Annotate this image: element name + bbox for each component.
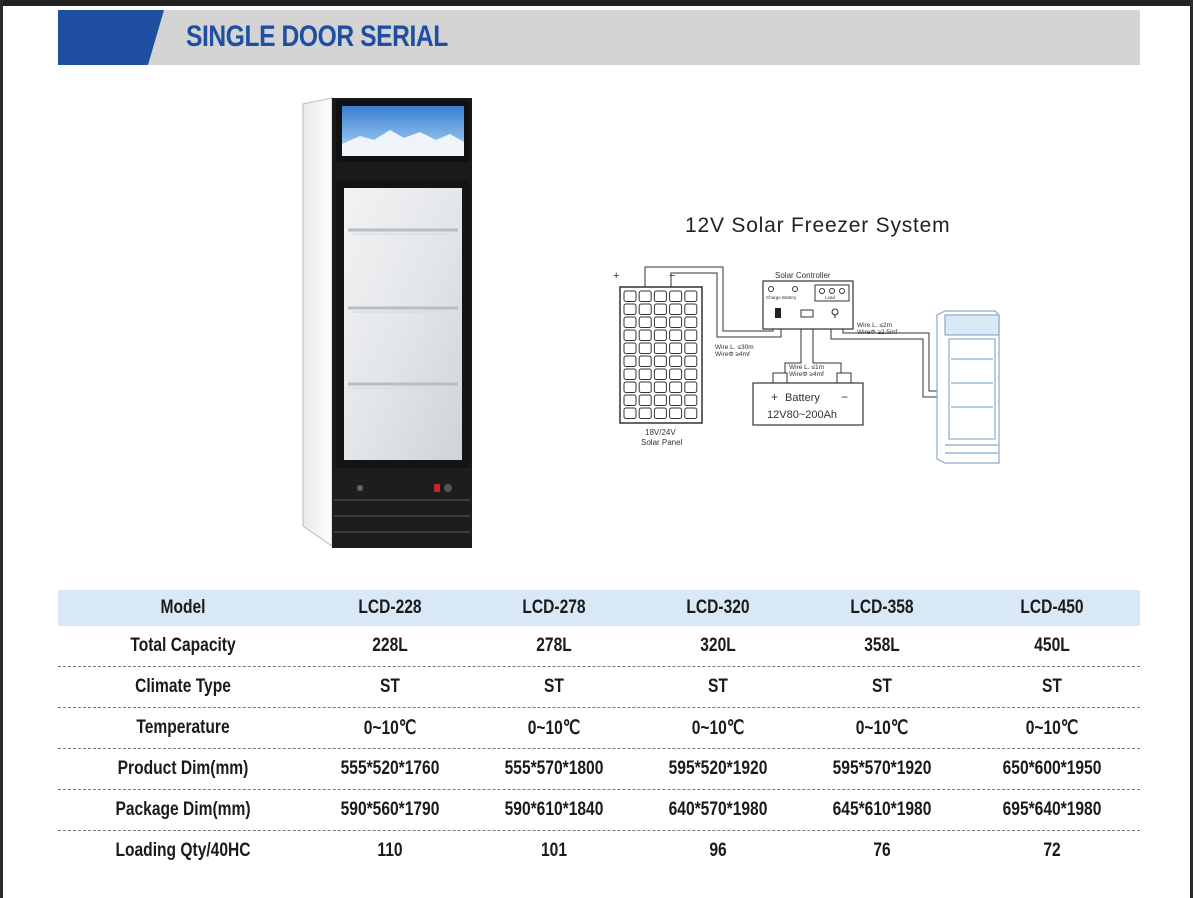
table-row — [58, 830, 1140, 871]
solar-system-diagram — [605, 255, 1015, 475]
table-cell: 228L — [372, 635, 408, 656]
table-cell: 72 — [1043, 840, 1061, 861]
fridge-outline-icon — [937, 311, 999, 463]
table-row — [58, 707, 1140, 748]
table-header-cell: LCD-278 — [522, 597, 586, 618]
table-cell: 96 — [709, 840, 727, 861]
table-cell: 695*640*1980 — [1002, 799, 1102, 820]
solar-controller-icon — [763, 281, 853, 329]
wire-load-length: Wire L. ≤2m — [857, 322, 892, 329]
row-label: Loading Qty/40HC — [115, 840, 251, 861]
table-header-label: Model — [160, 597, 206, 618]
controller-ports-label: Charge Battery — [766, 295, 797, 300]
window-left-border — [0, 0, 3, 898]
panel-name-label: Solar Panel — [641, 438, 683, 447]
table-header-cell: LCD-320 — [686, 597, 750, 618]
page-title: SINGLE DOOR SERIAL — [186, 20, 448, 53]
table-row — [58, 748, 1140, 789]
solar-panel-icon — [620, 287, 702, 423]
table-row — [58, 789, 1140, 830]
table-row — [58, 626, 1140, 666]
panel-plus-label: + — [613, 270, 620, 282]
wire-panel-gauge: WireΦ ≥4mf — [715, 351, 750, 358]
table-cell: 650*600*1950 — [1002, 758, 1102, 779]
table-cell: 555*570*1800 — [504, 758, 604, 779]
table-cell: 0~10℃ — [363, 717, 417, 739]
panel-minus-label: − — [669, 270, 676, 282]
banner-accent-shape — [58, 10, 168, 65]
battery-spec-label: 12V80~200Ah — [767, 409, 838, 421]
table-cell: 595*570*1920 — [832, 758, 932, 779]
diagram-title: 12V Solar Freezer System — [685, 214, 951, 237]
window-top-border — [0, 0, 1193, 6]
table-cell: 110 — [377, 840, 403, 861]
table-cell: 640*570*1980 — [668, 799, 768, 820]
table-cell: 590*560*1790 — [340, 799, 440, 820]
table-cell: ST — [708, 676, 728, 697]
table-header-cell: LCD-450 — [1020, 597, 1084, 618]
table-header-cell: LCD-358 — [850, 597, 914, 618]
table-cell: 358L — [864, 635, 900, 656]
table-cell: 0~10℃ — [691, 717, 745, 739]
table-cell: 278L — [536, 635, 572, 656]
row-label: Climate Type — [135, 676, 231, 697]
table-cell: 595*520*1920 — [668, 758, 768, 779]
row-label: Temperature — [136, 717, 230, 738]
table-cell: ST — [1042, 676, 1062, 697]
wire-battery-gauge: WireΦ ≥4mf — [789, 371, 824, 378]
battery-minus-label: − — [841, 390, 849, 404]
battery-label: Battery — [785, 392, 820, 404]
table-cell: 320L — [700, 635, 736, 656]
table-cell: ST — [872, 676, 892, 697]
table-cell: 590*610*1840 — [504, 799, 604, 820]
table-cell: 0~10℃ — [1025, 717, 1079, 739]
table-cell: 450L — [1034, 635, 1070, 656]
table-header-row — [58, 590, 1140, 626]
table-header-cell: LCD-228 — [358, 597, 422, 618]
table-cell: 555*520*1760 — [340, 758, 440, 779]
table-cell: 76 — [873, 840, 891, 861]
header-banner — [58, 10, 1140, 65]
table-cell: ST — [544, 676, 564, 697]
spec-table — [58, 590, 1140, 871]
controller-load-label: Load — [825, 295, 836, 300]
table-cell: 0~10℃ — [527, 717, 581, 739]
row-label: Product Dim(mm) — [117, 758, 249, 779]
table-row — [58, 666, 1140, 707]
wire-battery-length: Wire L. ≤1m — [789, 364, 824, 371]
wire-panel-length: Wire L. ≤30m — [715, 344, 754, 351]
table-cell: ST — [380, 676, 400, 697]
table-cell: 101 — [540, 840, 567, 861]
controller-label: Solar Controller — [775, 271, 831, 280]
row-label: Package Dim(mm) — [115, 799, 251, 820]
fridge-image — [300, 96, 480, 556]
wire-load-gauge: WireΦ ≥2.5mf — [857, 329, 898, 336]
table-cell: 645*610*1980 — [832, 799, 932, 820]
table-cell: 0~10℃ — [855, 717, 909, 739]
battery-plus-label: + — [771, 390, 779, 404]
row-label: Total Capacity — [130, 635, 236, 656]
panel-voltage-label: 18V/24V — [645, 428, 676, 437]
